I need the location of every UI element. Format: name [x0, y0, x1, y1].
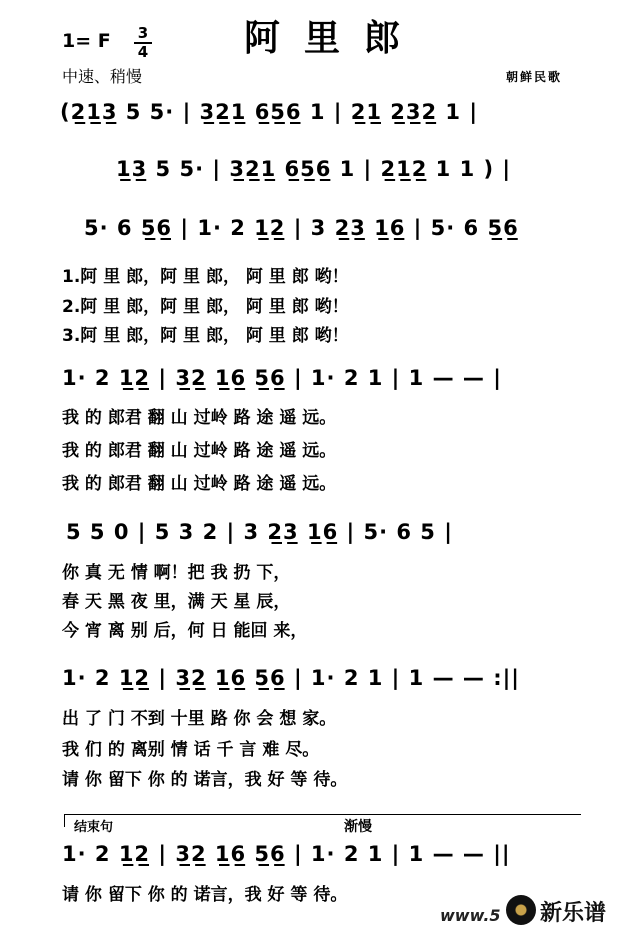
score-line-7: 1· 2 1̲2̲ | 3̲2̲ 1̲6̲ 5̲6̲ | 1· 2 1 | 1 — — ||: [62, 842, 511, 866]
site-logo[interactable]: [504, 892, 634, 932]
meter-bottom: 4: [137, 43, 149, 61]
lyric-verse-2: 2.阿 里 郎，阿 里 郎， 阿 里 郎 哟！: [62, 297, 349, 317]
score-line-5: 5 5 0 | 5 3 2 | 3 2̲3̲ 1̲6̲ | 5· 6 5 |: [66, 520, 453, 544]
lyric-d-2: 我 们 的 离别 情 话 千 言 难 尽。: [62, 740, 320, 760]
score-line-4: 1· 2 1̲2̲ | 3̲2̲ 1̲6̲ 5̲6̲ | 1· 2 1 | 1 — — |: [62, 366, 502, 390]
lyric-d-1: 出 了 门 不到 十里 路 你 会 想 家。: [62, 709, 337, 729]
watermark-text: www.5: [440, 906, 501, 925]
tempo-marking: 中速、稍慢: [62, 67, 143, 86]
song-origin: 朝鲜民歌: [506, 70, 563, 84]
time-signature: [132, 26, 154, 60]
lyric-c-3: 今 宵 离 别 后，何 日 能回 来，: [62, 621, 308, 641]
score-line-2: 1̲3̲ 5 5· | 3̲2̲1̲ 6̲5̲6̲ 1 | 2̲1̲2̲ 1 1 ) |: [116, 157, 512, 181]
lyric-d-3: 请 你 留下 你 的 诺言，我 好 等 待。: [62, 770, 348, 790]
lyric-b-3: 我 的 郎君 翻 山 过岭 路 途 遥 远。: [62, 474, 337, 494]
ending-label: 结束句: [74, 820, 114, 835]
score-line-6: 1· 2 1̲2̲ | 3̲2̲ 1̲6̲ 5̲6̲ | 1· 2 1 | 1 — — :||: [62, 666, 520, 690]
lyric-c-2: 春 天 黑 夜 里，满 天 星 辰，: [62, 592, 291, 612]
meter-top: 3: [137, 24, 149, 42]
key-signature: 1= F: [62, 30, 111, 52]
vinyl-disc-icon: [506, 895, 536, 925]
logo-text: 新乐谱: [540, 901, 607, 926]
lyric-b-1: 我 的 郎君 翻 山 过岭 路 途 遥 远。: [62, 408, 337, 428]
score-line-3: 5· 6 5̲6̲ | 1· 2 1̲2̲ | 3 2̲3̲ 1̲6̲ | 5· 6 5̲6̲: [84, 216, 519, 240]
song-title: 阿里郎: [244, 18, 425, 59]
lyric-c-1: 你 真 无 情 啊！把 我 扔 下，: [62, 563, 291, 583]
ending-bracket: [64, 814, 581, 827]
ritardando-marking: 渐慢: [344, 819, 372, 835]
lyric-ending: 请 你 留下 你 的 诺言，我 好 等 待。: [62, 885, 348, 905]
lyric-verse-1: 1.阿 里 郎，阿 里 郎， 阿 里 郎 哟！: [62, 267, 349, 287]
lyric-verse-3: 3.阿 里 郎，阿 里 郎， 阿 里 郎 哟！: [62, 326, 349, 346]
score-line-1: (2̲1̲3̲ 5 5· | 3̲2̲1̲ 6̲5̲6̲ 1 | 2̲1̲ 2̲3̲2̲ 1 |: [60, 100, 479, 124]
lyric-b-2: 我 的 郎君 翻 山 过岭 路 途 遥 远。: [62, 441, 337, 461]
